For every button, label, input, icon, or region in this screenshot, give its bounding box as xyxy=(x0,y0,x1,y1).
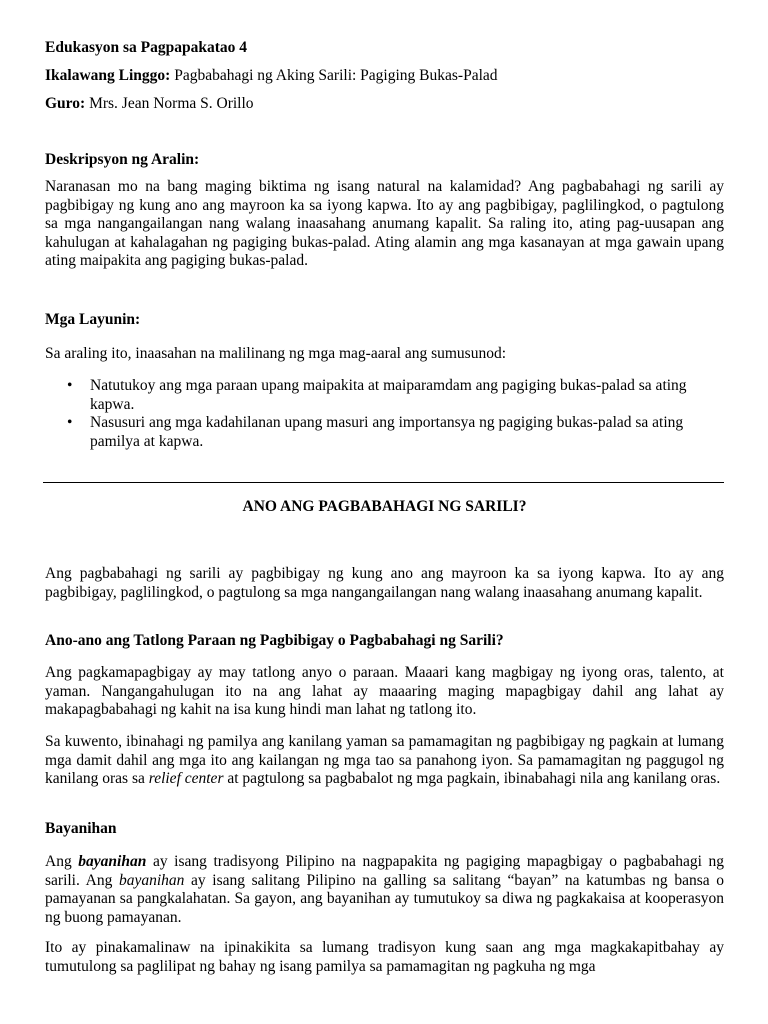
bayanihan-paragraph-2: Ito ay pinakamalinaw na ipinakikita sa lumang tradisyon kung saan ang mga magkakapitbahay ay tumutulong sa paglilipat ng bahay ng isang pamilya sa pamamagitan ng pagkuha ng mga xyxy=(45,939,724,975)
bullet-icon: • xyxy=(67,377,73,394)
list-item xyxy=(45,414,724,451)
section-divider xyxy=(43,482,724,483)
italic-term: bayanihan xyxy=(118,871,185,889)
objectives-intro: Sa araling ito, inaasahan na malilinang ng mga mag-aaral ang sumusunod: xyxy=(45,345,506,362)
section-paragraph-3 xyxy=(45,733,724,789)
section-paragraph-1: Ang pagbabahagi ng sarili ay pagbibigay ng kung ano ang mayroon ka sa iyong kapwa. Ito ay ang pagbibigay, paglilingkod, o pagtulong sa mga nangangailangan nang walang inaasahang anumang kapalit. xyxy=(45,565,724,601)
week-label: Ikalawang Linggo: xyxy=(45,67,171,84)
paragraph-text: Sa kuwento, ibinahagi ng pamilya ang kanilang yaman sa pamamagitan ng pagbibigay ng pagkain at lumang mga damit dahil ang mga ito ang kailangan ng mga tao sa panahong iyon. Sa pamamagitan ng paggugol ng kanilang oras sa xyxy=(45,733,724,788)
paragraph-text: ay isang salitang Pilipino na galling sa salitang “bayan” na katumbas ng bansa o pamayanan sa pangkalahatan. Sa gayon, ang bayanihan ay tumutukoy sa diwa ng pagkakaisa at kooperasyon ng buong pamayanan. xyxy=(45,871,724,926)
objectives-list xyxy=(45,377,724,451)
italic-term: relief center xyxy=(148,770,224,788)
week-value: Pagbabahagi ng Aking Sarili: Pagiging Bukas-Palad xyxy=(170,67,498,84)
teacher-value: Mrs. Jean Norma S. Orillo xyxy=(85,95,254,112)
bold-italic-term: bayanihan xyxy=(78,853,147,870)
objective-text: Natutukoy ang mga paraan upang maipakita at maiparamdam ang pagiging bukas-palad sa ating kapwa. xyxy=(90,377,687,413)
objective-text: Nasusuri ang mga kadahilanan upang masuri ang importansya ng pagiging bukas-palad sa ating pamilya at kapwa. xyxy=(90,414,684,450)
teacher-line xyxy=(45,95,254,114)
list-item xyxy=(45,377,724,414)
objectives-heading: Mga Layunin: xyxy=(45,311,141,328)
section-subheading: Ano-ano ang Tatlong Paraan ng Pagbibigay o Pagbabahagi ng Sarili? xyxy=(45,632,504,649)
bullet-icon: • xyxy=(67,414,73,432)
section-title: ANO ANG PAGBABAHAGI NG SARILI? xyxy=(242,498,527,515)
week-line xyxy=(45,67,498,86)
paragraph-text: ay isang tradisyong Pilipino na nagpapakita ng pagiging mapagbigay o pagbabahagi ng sarili. Ang xyxy=(45,853,724,889)
bayanihan-heading: Bayanihan xyxy=(45,820,117,837)
paragraph-text: at pagtulong sa pagbabalot ng mga pagkain, ibinabahagi nila ang kanilang oras. xyxy=(223,770,721,788)
description-heading: Deskripsyon ng Aralin: xyxy=(45,151,200,168)
teacher-label: Guro: xyxy=(45,95,86,112)
section-paragraph-2: Ang pagkamapagbigay ay may tatlong anyo o paraan. Maaari kang magbigay ng iyong oras, talento, at yaman. Nangangahulugan ito na ang lahat ay maaaring maging mapagbigay dahil ang lahat ay makapagbabahagi ng kahit na isa kung hindi man lahat ng tatlong ito. xyxy=(45,664,724,719)
bayanihan-paragraph-1 xyxy=(45,853,724,927)
subject-title: Edukasyon sa Pagpapakatao 4 xyxy=(45,39,247,56)
description-body: Naranasan mo na bang maging biktima ng isang natural na kalamidad? Ang pagbabahagi ng sarili ay pagbibigay ng kung ano ang mayroon ka sa iyong kapwa. Ito ay ang pagbibigay, paglilingkod, o pagtulong sa mga nangangailangan nang walang inaasahang anumang kapalit. Sa raling ito, ating pag-uusapan ang kahulugan at kahalagahan ng pagiging bukas-palad. Ating alamin ang mga kasanayan at mga gawain upang ating maipakita ang pagiging bukas-palad. xyxy=(45,178,724,270)
paragraph-text: Ang xyxy=(45,853,79,870)
